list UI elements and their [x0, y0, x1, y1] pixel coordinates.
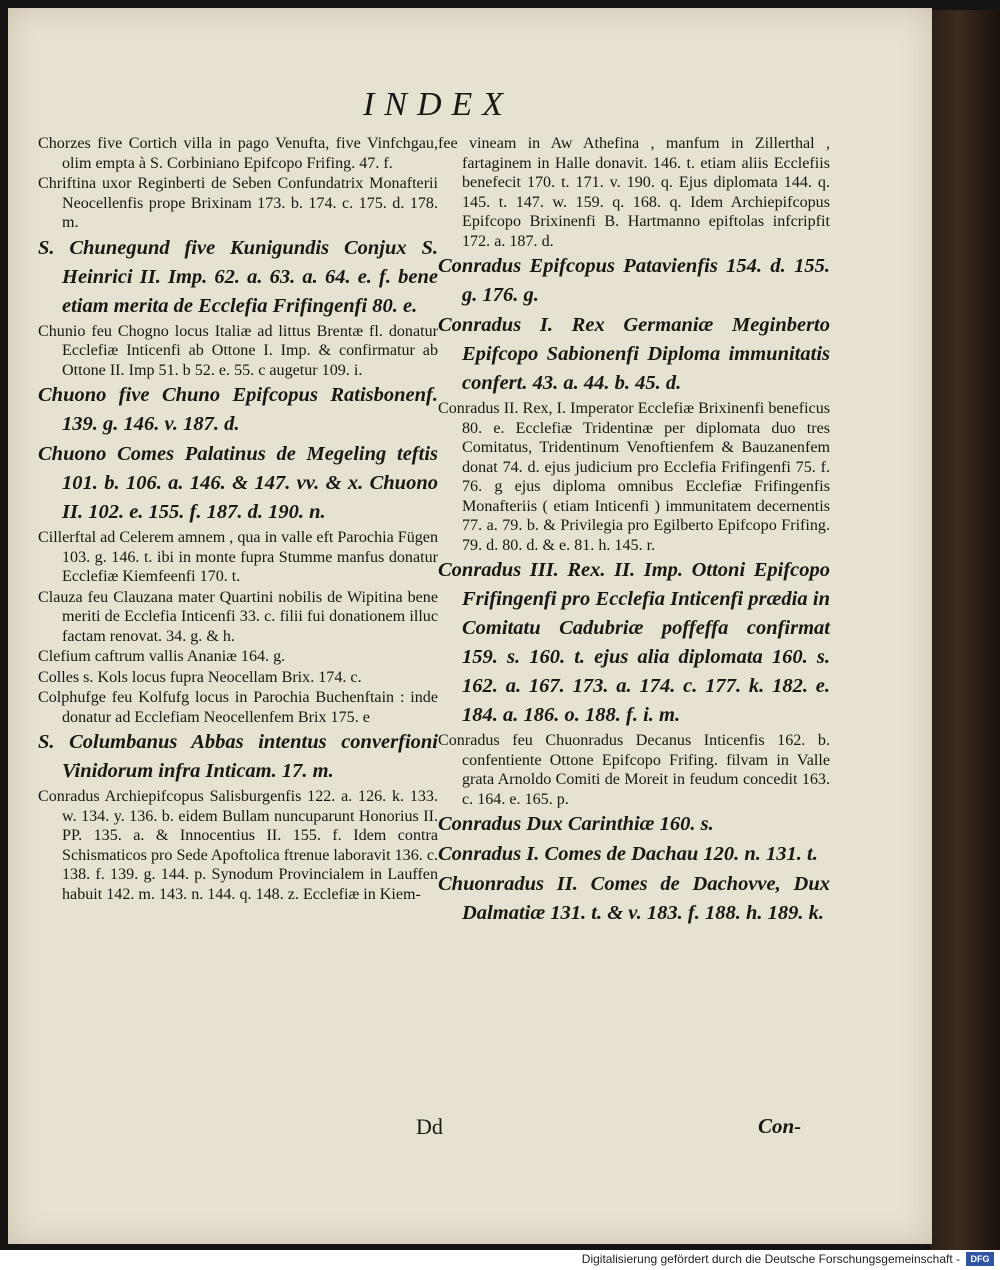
- left-column: [38, 134, 438, 905]
- index-entry: Chunio feu Chogno locus Italiæ ad littus Brentæ fl. donatur Ecclefiæ Inticenfi ab Ottone I. Imp. & confirmatur ab Ottone II. Imp 51. b 52. e. 55. c augetur 109. i.: [38, 322, 438, 379]
- signature-mark: Dd: [416, 1114, 443, 1139]
- index-entry: Colphufge feu Kolfufg locus in Parochia Buchenftain : inde donatur ad Ecclefiam Neocellenfem Brix 175. e: [38, 689, 438, 726]
- index-entry: Clauza feu Clauzana mater Quartini nobilis de Wipitina bene meriti de Ecclefia Inticenfi 33. c. filii fui donationem illuc factam renovat. 34. g. & h.: [38, 588, 438, 645]
- index-entry: Conradus II. Rex, I. Imperator Ecclefiæ Brixinenfi beneficus 80. e. Ecclefiæ Tridentinæ per diplomata duo tres Comitatus, Tridentinum Venoftienfem & Bauzanenfem donat 74. d. ejus judicium pro Ecclefia Frifingenfi 75. f. 76. g ejus diploma omnibus Ecclefiæ Frifingenfis Monafteriis ( etiam Inticenfi ) immunitatem decernentis 77. a. 79. b. & Privilegia pro Egilberto Epifcopo Frifing. 79. d. 80. d. & e. 81. h. 145. r.: [438, 400, 830, 554]
- index-entry: S. Chunegund five Kunigundis Conjux S. Heinrici II. Imp. 62. a. 63. a. 64. e. f. bene etiam merita de Ecclefia Frifingenfi 80. e.: [38, 236, 438, 317]
- index-entry: Colles s. Kols locus fupra Neocellam Brix. 174. c.: [38, 668, 362, 686]
- right-column: [438, 134, 830, 929]
- index-entry: Cillerftal ad Celerem amnem , qua in valle eft Parochia Fügen 103. g. 146. t. ibi in monte fupra Stumme manfus donatur Ecclefiæ Kiemfeenfi 170. t.: [38, 529, 438, 585]
- index-entry: Conradus feu Chuonradus Decanus Inticenfis 162. b. confentiente Ottone Epifcopo Frifing. filvam in Valle grata Arnoldo Comiti de Moreit in feudum concedit 163. c. 164. e. 165. p.: [438, 732, 830, 808]
- index-entry: Conradus I. Comes de Dachau 120. n. 131. t.: [438, 843, 818, 865]
- index-entry: Chuono Comes Palatinus de Megeling teftis 101. b. 106. a. 146. & 147. vv. & x. Chuono II. 102. e. 155. f. 187. d. 190. n.: [38, 443, 438, 523]
- index-entry: Chorzes five Cortich villa in pago Venufta, five Vinfchgau, olim empta à S. Corbiniano Epifcopo Frifing. 47. f.: [38, 135, 438, 172]
- page-header: INDEX: [362, 86, 514, 123]
- digitization-banner: [0, 1250, 1000, 1270]
- book-edge: [930, 10, 1000, 1250]
- index-entry: Conradus Archiepifcopus Salisburgenfis 122. a. 126. k. 133. w. 134. y. 136. b. eidem Bullam nuncuparunt Honorius II. PP. 135. a. & Innocentius II. 155. f. Idem contra Schismaticos pro Sede Apoftolica ftrenue laboravit 136. c. 138. f. 139. g. 144. p. Synodum Provincialem in Lauffen habuit 142. m. 143. n. 144. q. 148. z. Ecclefiæ in Kiem-: [38, 788, 438, 903]
- index-entry: fee vineam in Aw Athefina , manfum in Zillerthal , fartaginem in Halle donavit. 146. t. etiam aliis Ecclefiis benefecit 170. t. 171. v. 190. q. Ejus diplomata 144. q. 145. t. 147. w. 159. q. 168. q. Idem Archiepifcopus Epifcopo Brixinenfi B. Hartmanno epiftolas infcripfit 172. a. 187. d.: [438, 135, 830, 250]
- catchword: Con-: [758, 1114, 802, 1138]
- index-entry: Conradus Dux Carinthiæ 160. s.: [438, 813, 714, 835]
- book-page: [8, 8, 932, 1244]
- index-entry: S. Columbanus Abbas intentus converfioni Vinidorum infra Inticam. 17. m.: [38, 731, 438, 782]
- index-entry: Conradus Epifcopus Patavienfis 154. d. 155. g. 176. g.: [438, 255, 830, 306]
- banner-text: Digitalisierung gefördert durch die Deutsche Forschungsgemeinschaft -: [581, 1252, 960, 1266]
- index-entry: Conradus III. Rex. II. Imp. Ottoni Epifcopo Frifingenfi pro Ecclefia Inticenfi prædia in Comitatu Cadubriæ poffeffa confirmat 159. s. 160. t. ejus alia diplomata 160. s. 162. a. 167. 173. a. 174. c. 177. k. 182. e. 184. a. 186. o. 188. f. i. m.: [438, 559, 830, 726]
- index-entry: Conradus I. Rex Germaniæ Meginberto Epifcopo Sabionenfi Diploma immunitatis confert. 43. a. 44. b. 45. d.: [438, 314, 830, 394]
- index-entry: Chuonradus II. Comes de Dachovve, Dux Dalmatiæ 131. t. & v. 183. f. 188. h. 189. k.: [438, 873, 830, 924]
- dfg-logo-icon: DFG: [966, 1252, 994, 1266]
- index-entry: Clefium caftrum vallis Ananiæ 164. g.: [38, 648, 286, 665]
- index-entry: Chuono five Chuno Epifcopus Ratisbonenf. 139. g. 146. v. 187. d.: [38, 384, 438, 435]
- index-entry: Chriftina uxor Reginberti de Seben Confundatrix Monafterii Neocellenfis prope Brixinam 173. b. 174. c. 175. d. 178. m.: [38, 175, 438, 231]
